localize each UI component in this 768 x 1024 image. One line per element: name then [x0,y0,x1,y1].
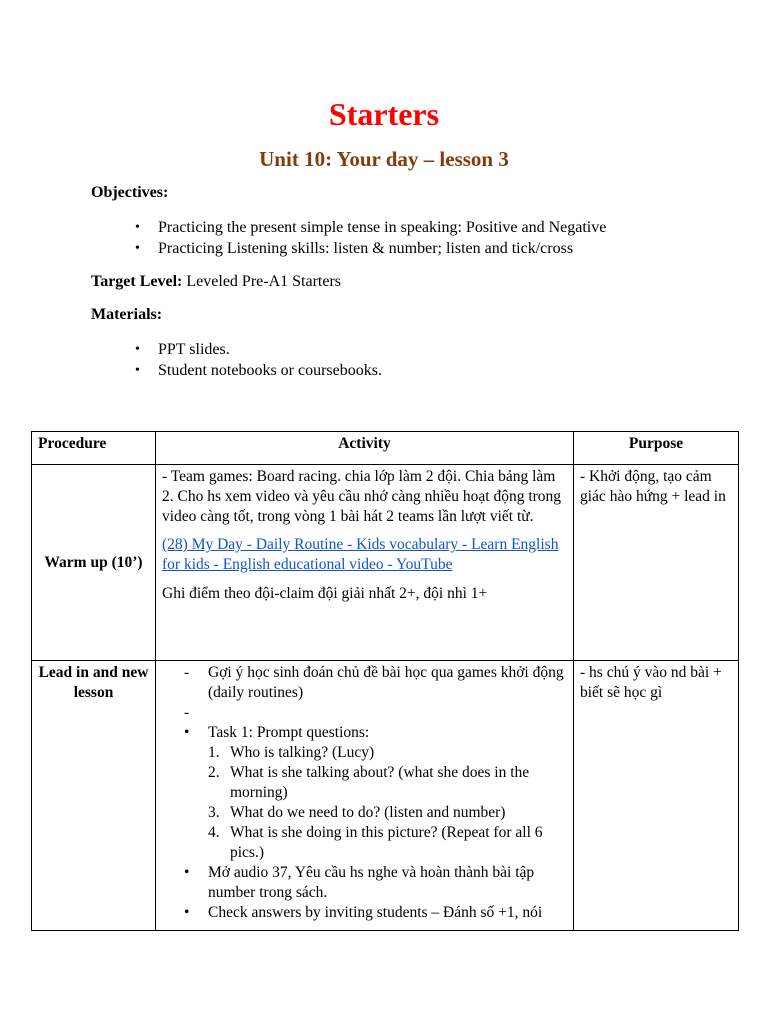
materials-heading [91,305,162,325]
list-item [162,863,567,903]
question-number: 2. [208,764,220,781]
activity-cell [156,465,574,661]
objective-item: • Practicing Listening skills: listen & number; listen and tick/cross [91,238,606,259]
target-level [91,272,341,292]
list-item [162,723,567,863]
video-link[interactable]: (28) My Day - Daily Routine - Kids vocabulary - Learn English for kids - English educational video - YouTube [162,536,559,573]
document-subtitle: Unit 10: Your day – lesson 3 [259,147,509,171]
question-text: What is she doing in this picture? (Repeat for all 6 pics.) [230,824,543,861]
materials-list [91,339,382,381]
purpose-cell: - hs chú ý vào nd bài + biết sẽ học gì [574,661,739,931]
question-text: What is she talking about? (what she does in the morning) [230,764,530,801]
material-item: • Student notebooks or coursebooks. [91,360,382,381]
dash-marker: - [184,704,190,721]
list-item-text: Check answers by inviting students – Đánh số +1, nói [208,904,543,921]
target-level-label: Target Level: [91,273,183,290]
objectives-list [91,217,606,259]
lesson-table [31,431,739,931]
activity-list [162,663,567,923]
task-questions-list [208,743,567,863]
header-purpose: Purpose [574,432,739,465]
question-number: 3. [208,804,220,821]
question-item [208,743,567,763]
question-text: Who is talking? (Lucy) [230,744,375,761]
header-activity: Activity [156,432,574,465]
target-level-value: Leveled Pre-A1 Starters [186,273,341,290]
question-item [208,803,567,823]
list-item [162,703,567,723]
bullet-marker: • [184,724,190,741]
document-title: Starters [328,96,440,132]
list-item-text: Gợi ý học sinh đoán chủ đề bài học qua games khởi động (daily routines) [208,664,564,701]
header-procedure: Procedure [32,432,156,465]
procedure-cell: Warm up (10’) [32,465,156,661]
objective-item: • Practicing the present simple tense in speaking: Positive and Negative [91,217,606,238]
list-item-text: Mở audio 37, Yêu cầu hs nghe và hoàn thành bài tập number trong sách. [208,864,535,901]
objectives-label: Objectives: [91,184,169,201]
question-item [208,763,567,803]
objectives-heading [91,183,168,203]
bullet-marker: • [184,864,190,881]
dash-marker: - [184,664,190,681]
list-item [162,903,567,923]
activity-note: Ghi điểm theo đội-claim đội giải nhất 2+, đội nhì 1+ [162,585,488,602]
material-item: • PPT slides. [91,339,382,360]
table-row [32,661,739,931]
question-text: What do we need to do? (listen and number) [230,804,506,821]
question-item [208,823,567,863]
procedure-cell: Lead in and new lesson [32,661,156,931]
list-item-text: Task 1: Prompt questions: [208,724,370,741]
bullet-marker: • [184,904,190,921]
list-item [162,663,567,703]
activity-text: - Team games: Board racing. chia lớp làm 2 đội. Chia bảng làm 2. Cho hs xem video và yêu cầu nhớ càng nhiều hoạt động trong video càng tốt, trong vòng 1 bài hát 2 teams lần lượt viết từ. [162,468,562,525]
question-number: 1. [208,744,220,761]
activity-cell [156,661,574,931]
question-number: 4. [208,824,220,841]
table-row [32,465,739,661]
purpose-cell: - Khởi động, tạo cảm giác hào hứng + lead in [574,465,739,661]
materials-label: Materials: [91,306,163,323]
table-header-row [32,432,739,465]
